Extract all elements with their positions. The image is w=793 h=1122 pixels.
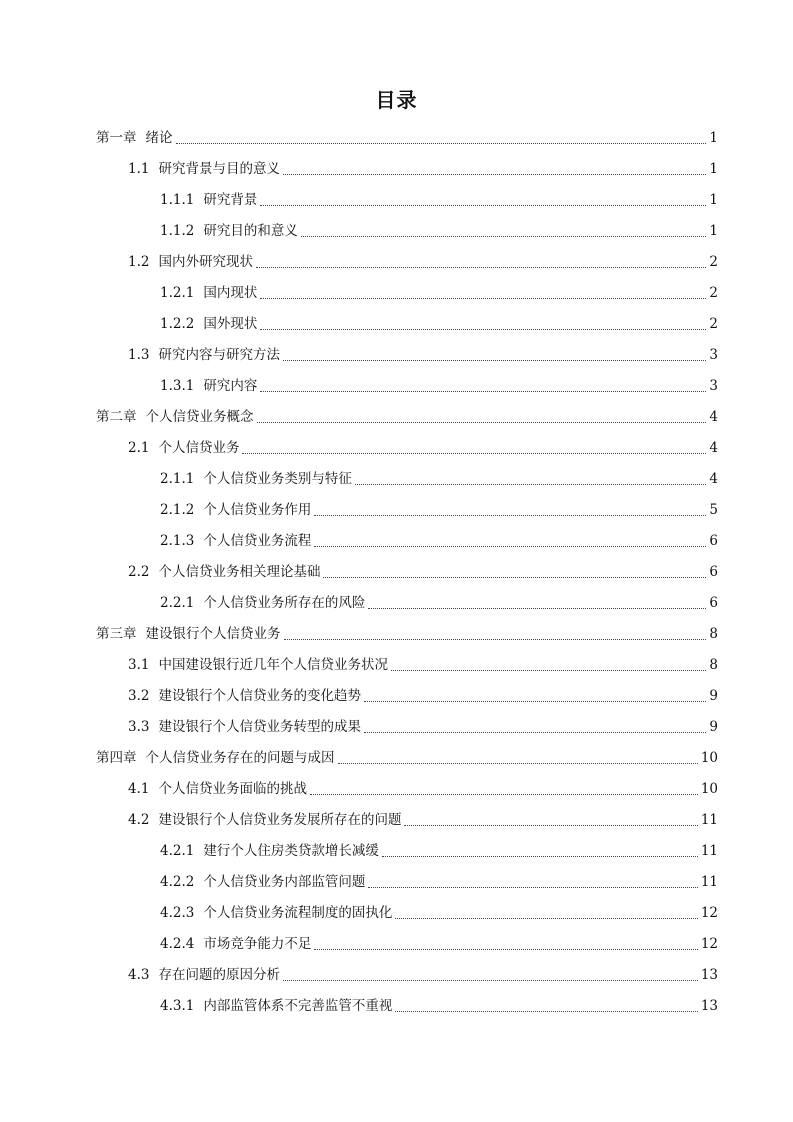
toc-entry-page: 13 [700, 966, 718, 983]
toc-entry-number: 第一章 [96, 129, 137, 146]
dot-leader [395, 917, 697, 919]
dot-leader [260, 204, 706, 206]
toc-entry-title: 建设银行个人信贷业务 [145, 625, 281, 642]
toc-entry-subsection[interactable] [96, 494, 718, 525]
dot-leader [260, 328, 706, 330]
dot-leader [301, 235, 706, 237]
toc-entry-number: 1.3.1 [160, 377, 195, 394]
toc-entry-number: 第四章 [96, 749, 137, 766]
toc-entry-number: 第二章 [96, 408, 137, 425]
dot-leader [391, 669, 706, 671]
dot-leader [355, 483, 706, 485]
toc-entry-title: 个人信贷业务内部监管问题 [203, 873, 366, 890]
toc-entry-title: 国内外研究现状 [158, 253, 253, 270]
toc-entry-number: 2.1.2 [160, 501, 195, 518]
toc-entry-title: 研究目的和意义 [203, 222, 298, 239]
toc-entry-number: 4.2.1 [160, 842, 195, 859]
toc-entry-section[interactable] [96, 649, 718, 680]
toc-entry-subsection[interactable] [96, 463, 718, 494]
toc-entry-number: 第三章 [96, 625, 137, 642]
toc-entry-number: 3.1 [128, 656, 150, 673]
toc-entry-number: 1.1.2 [160, 222, 195, 239]
toc-entry-number: 1.1 [128, 160, 150, 177]
toc-entry-number: 4.3 [128, 966, 150, 983]
toc-entry-page: 6 [709, 594, 718, 611]
toc-entry-number: 2.2 [128, 563, 150, 580]
toc-entry-page: 6 [709, 532, 718, 549]
toc-entry-number: 4.3.1 [160, 997, 195, 1014]
toc-title: 目录 [375, 88, 418, 112]
toc-entry-number: 1.2 [128, 253, 150, 270]
toc-entry-page: 2 [709, 253, 718, 270]
toc-entry-section[interactable] [96, 711, 718, 742]
dot-leader [176, 142, 707, 144]
dot-leader [256, 266, 706, 268]
toc-entry-title: 国外现状 [203, 315, 258, 332]
dot-leader [260, 297, 706, 299]
toc-entry-section[interactable] [96, 556, 718, 587]
toc-entry-subsection[interactable] [96, 184, 718, 215]
dot-leader [368, 886, 697, 888]
toc-entry-title: 建设银行个人信贷业务发展所存在的问题 [158, 811, 402, 828]
toc-entry-number: 1.1.1 [160, 191, 195, 208]
toc-entry-subsection[interactable] [96, 370, 718, 401]
dot-leader [314, 545, 706, 547]
dot-leader [395, 1010, 697, 1012]
dot-leader [404, 824, 697, 826]
toc-entry-page: 2 [709, 315, 718, 332]
toc-entry-subsection[interactable] [96, 835, 718, 866]
dot-leader [283, 979, 698, 981]
toc-entry-number: 4.2.3 [160, 904, 195, 921]
toc-entry-subsection[interactable] [96, 525, 718, 556]
toc-entry-section[interactable] [96, 432, 718, 463]
dot-leader [323, 576, 706, 578]
toc-entry-chapter[interactable] [96, 742, 718, 773]
toc-entry-page: 1 [709, 160, 718, 177]
toc-entry-section[interactable] [96, 773, 718, 804]
toc-entry-page: 1 [709, 191, 718, 208]
dot-leader [242, 452, 706, 454]
toc-entry-number: 4.2.2 [160, 873, 195, 890]
dot-leader [284, 638, 707, 640]
toc-entry-title: 国内现状 [203, 284, 258, 301]
toc-entry-title: 个人信贷业务面临的挑战 [158, 780, 307, 797]
toc-entry-page: 1 [709, 222, 718, 239]
toc-entry-page: 8 [709, 625, 718, 642]
toc-entry-page: 6 [709, 563, 718, 580]
toc-entry-title: 中国建设银行近几年个人信贷业务状况 [158, 656, 388, 673]
toc-entry-title: 市场竞争能力不足 [203, 935, 312, 952]
toc-entry-title: 建行个人住房类贷款增长减缓 [203, 842, 379, 859]
toc-entry-title: 个人信贷业务概念 [145, 408, 254, 425]
toc-entry-section[interactable] [96, 153, 718, 184]
toc-entry-title: 个人信贷业务类别与特征 [203, 470, 352, 487]
toc-entry-page: 11 [700, 842, 718, 859]
toc-entry-page: 12 [700, 904, 718, 921]
toc-entry-number: 1.2.2 [160, 315, 195, 332]
toc-entry-subsection[interactable] [96, 990, 718, 1021]
toc-entry-title: 绪论 [145, 129, 173, 146]
dot-leader [364, 731, 706, 733]
toc-entry-title: 个人信贷业务所存在的风险 [203, 594, 366, 611]
toc-entry-section[interactable] [96, 246, 718, 277]
toc-entry-page: 10 [700, 780, 718, 797]
toc-entry-page: 4 [709, 439, 718, 456]
toc-entry-page: 10 [700, 749, 718, 766]
toc-entry-page: 9 [709, 718, 718, 735]
dot-leader [260, 390, 706, 392]
toc-entry-number: 3.3 [128, 718, 150, 735]
toc-entry-title: 研究内容与研究方法 [158, 346, 280, 363]
dot-leader [283, 173, 706, 175]
toc-entry-section[interactable] [96, 680, 718, 711]
toc-entry-chapter[interactable] [96, 618, 718, 649]
toc-entry-number: 4.1 [128, 780, 150, 797]
toc-entry-page: 3 [709, 346, 718, 363]
dot-leader [257, 421, 707, 423]
toc-entry-title: 研究背景与目的意义 [158, 160, 280, 177]
toc-entry-subsection[interactable] [96, 866, 718, 897]
dot-leader [368, 607, 706, 609]
toc-entry-section[interactable] [96, 959, 718, 990]
toc-entry-page: 13 [700, 997, 718, 1014]
toc-entry-page: 12 [700, 935, 718, 952]
dot-leader [314, 514, 706, 516]
toc-entry-number: 2.1 [128, 439, 150, 456]
toc-entry-page: 4 [709, 470, 718, 487]
toc-entry-number: 4.2.4 [160, 935, 195, 952]
dot-leader [314, 948, 697, 950]
toc-entry-title: 个人信贷业务 [158, 439, 240, 456]
toc-entry-number: 1.3 [128, 346, 150, 363]
toc-entry-subsection[interactable] [96, 928, 718, 959]
toc-entry-title: 存在问题的原因分析 [158, 966, 280, 983]
toc-entry-page: 11 [700, 811, 718, 828]
toc-entry-chapter[interactable] [96, 401, 718, 432]
toc-entry-section[interactable] [96, 339, 718, 370]
toc-entry-number: 2.1.1 [160, 470, 195, 487]
toc-entry-title: 内部监管体系不完善监管不重视 [203, 997, 393, 1014]
toc-entry-page: 2 [709, 284, 718, 301]
toc-entry-subsection[interactable] [96, 277, 718, 308]
toc-entry-title: 研究内容 [203, 377, 258, 394]
toc-entry-subsection[interactable] [96, 587, 718, 618]
toc-entry-title: 个人信贷业务存在的问题与成因 [145, 749, 335, 766]
toc-entry-page: 11 [700, 873, 718, 890]
dot-leader [364, 700, 706, 702]
toc-entry-number: 1.2.1 [160, 284, 195, 301]
dot-leader [338, 762, 698, 764]
toc-entry-number: 3.2 [128, 687, 150, 704]
toc-entry-title: 研究背景 [203, 191, 258, 208]
toc-entry-chapter[interactable] [96, 122, 718, 153]
toc-entry-section[interactable] [96, 804, 718, 835]
toc-entry-title: 建设银行个人信贷业务的变化趋势 [158, 687, 361, 704]
toc-entry-title: 建设银行个人信贷业务转型的成果 [158, 718, 361, 735]
toc-entry-subsection[interactable] [96, 215, 718, 246]
toc-entry-subsection[interactable] [96, 897, 718, 928]
toc-entry-title: 个人信贷业务流程制度的固执化 [203, 904, 393, 921]
toc-entry-title: 个人信贷业务流程 [203, 532, 312, 549]
toc-entry-page: 5 [709, 501, 718, 518]
toc-entry-number: 2.1.3 [160, 532, 195, 549]
toc-entry-subsection[interactable] [96, 308, 718, 339]
dot-leader [283, 359, 706, 361]
toc-entry-number: 2.2.1 [160, 594, 195, 611]
toc-entry-page: 1 [709, 129, 718, 146]
toc-entry-number: 4.2 [128, 811, 150, 828]
dot-leader [382, 855, 698, 857]
toc-entry-title: 个人信贷业务作用 [203, 501, 312, 518]
toc-entry-title: 个人信贷业务相关理论基础 [158, 563, 321, 580]
toc-entry-page: 3 [709, 377, 718, 394]
toc-entry-page: 9 [709, 687, 718, 704]
toc-list [96, 122, 718, 1021]
toc-entry-page: 8 [709, 656, 718, 673]
toc-entry-page: 4 [709, 408, 718, 425]
dot-leader [310, 793, 698, 795]
